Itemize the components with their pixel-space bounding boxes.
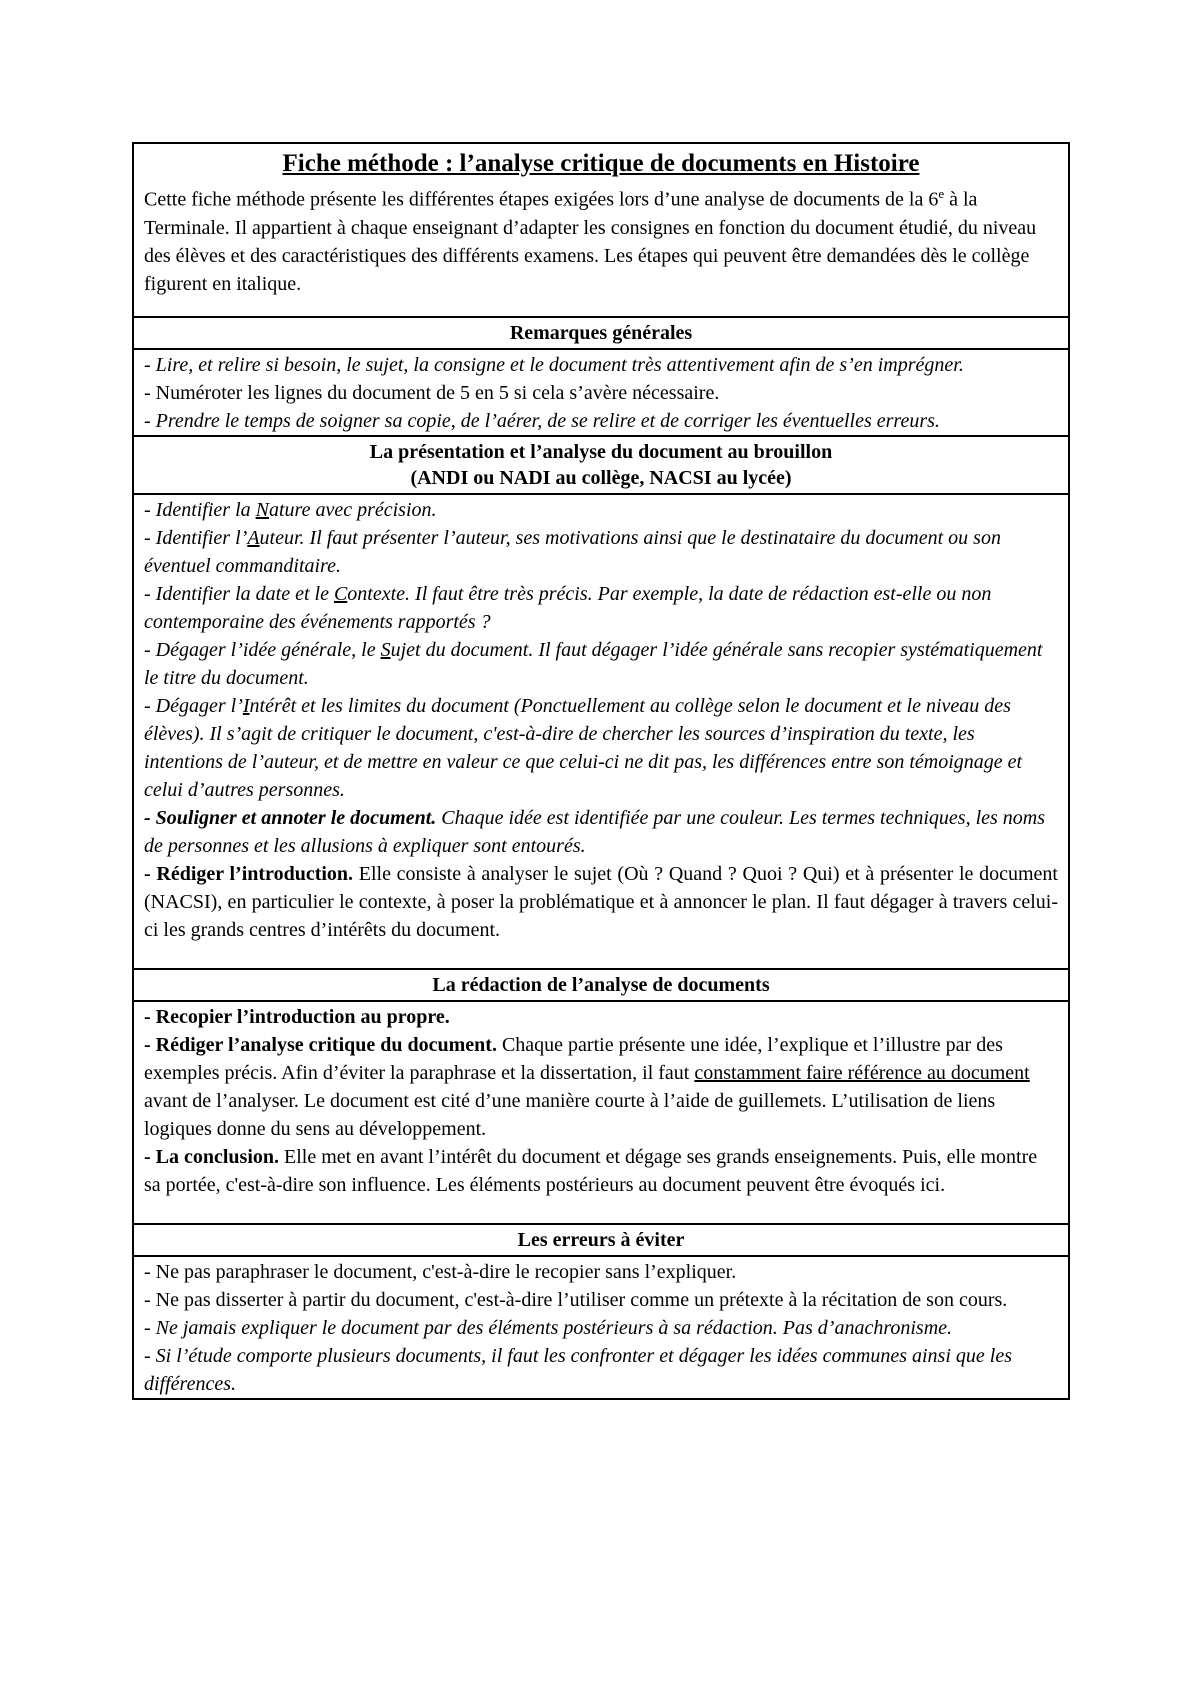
step-lead: - Rédiger l’analyse critique du document. bbox=[144, 1033, 497, 1056]
step-text: - Dégager l’idée générale, le bbox=[144, 638, 381, 661]
intro-text-b: à la Terminale. Il appartient à chaque enseignant d’adapter les consignes en fonction du document étudié, du niveau des élèves et des caractéristiques des différents examens. Les étapes qui peuvent être demandées dès le collège figurent en italique. bbox=[144, 188, 1037, 295]
step-text: - Identifier la bbox=[144, 498, 256, 521]
list-item: - Ne pas paraphraser le document, c'est-à-dire le recopier sans l’expliquer. bbox=[144, 1260, 737, 1283]
list-item: - Ne pas disserter à partir du document, c'est-à-dire l’utiliser comme un prétexte à la récitation de son cours. bbox=[144, 1288, 1008, 1311]
step-text: ontexte. Il faut être très précis. Par exemple, la date de rédaction est-elle ou non contemporaine des événements rapportés ? bbox=[144, 582, 992, 633]
acronym-letter: S bbox=[380, 638, 391, 661]
step-conclusion bbox=[144, 1143, 1058, 1199]
intro-text-a: Cette fiche méthode présente les différentes étapes exigées lors d’une analyse de documents de la 6 bbox=[144, 188, 939, 211]
intro-section bbox=[134, 144, 1068, 318]
step-text: uteur. Il faut présenter l’auteur, ses motivations ainsi que le destinataire du document ou son éventuel commanditaire. bbox=[144, 526, 1001, 577]
remarques-body bbox=[134, 350, 1068, 435]
intro-paragraph bbox=[144, 180, 1058, 298]
method-sheet bbox=[132, 142, 1070, 1400]
presentation-body bbox=[134, 495, 1068, 968]
acronym-letter: N bbox=[255, 498, 269, 521]
erreurs-heading: Les erreurs à éviter bbox=[134, 1225, 1068, 1257]
erreurs-body bbox=[134, 1257, 1068, 1398]
presentation-heading-line2: (ANDI ou NADI au collège, NACSI au lycée) bbox=[410, 466, 792, 489]
acronym-letter: C bbox=[333, 582, 348, 605]
redaction-section bbox=[134, 970, 1068, 1225]
step-text: - Identifier l’ bbox=[144, 526, 248, 549]
remarques-section bbox=[134, 318, 1068, 437]
erreurs-section bbox=[134, 1225, 1068, 1398]
step-sujet bbox=[144, 636, 1058, 692]
step-text: avant de l’analyser. Le document est cité d’une manière courte à l’aide de guillemets. L’utilisation de liens logiques donne du sens au développement. bbox=[144, 1089, 996, 1140]
step-text: - Dégager l’ bbox=[144, 694, 243, 717]
step-lead: - La conclusion. bbox=[144, 1145, 280, 1168]
intro-superscript: e bbox=[938, 186, 945, 201]
step-text: ujet du document. Il faut dégager l’idée générale sans recopier systématiquement le titre du document. bbox=[144, 638, 1043, 689]
step-auteur bbox=[144, 524, 1058, 580]
acronym-letter: I bbox=[242, 694, 250, 717]
presentation-heading-line1: La présentation et l’analyse du document au brouillon bbox=[369, 440, 833, 463]
step-analyse bbox=[144, 1031, 1058, 1143]
step-souligner bbox=[144, 804, 1058, 860]
step-text: Elle consiste à analyser le sujet (Où ? Quand ? Quoi ? Qui) et à présenter le document (NACSI), en particulier le contexte, à poser la problématique et à annoncer le plan. Il faut dégager à travers celui-ci les grands centres d’intérêts du document. bbox=[144, 862, 1058, 941]
step-text: Chaque idée est identifiée par une couleur. Les termes techniques, les noms de personnes et les allusions à expliquer sont entourés. bbox=[144, 806, 1046, 857]
step-text: - Identifier la date et le bbox=[144, 582, 334, 605]
redaction-heading: La rédaction de l’analyse de documents bbox=[134, 970, 1068, 1002]
step-lead: - Souligner et annoter le document. bbox=[144, 806, 437, 829]
step-nature bbox=[144, 496, 1058, 524]
list-item: - Lire, et relire si besoin, le sujet, la consigne et le document très attentivement afin de s’en imprégner. bbox=[144, 353, 964, 376]
list-item: - Si l’étude comporte plusieurs documents, il faut les confronter et dégager les idées communes ainsi que les différences. bbox=[144, 1344, 1012, 1395]
step-text: ntérêt et les limites du document (Ponctuellement au collège selon le document et le niveau des élèves). Il s’agit de critiquer le document, c'est-à-dire de chercher les sources d’inspiration du texte, les intentions de l’auteur, et de mettre en valeur ce que celui-ci ne dit pas, les différences entre son témoignage et celui d’autres personnes. bbox=[144, 694, 1023, 801]
remarques-heading: Remarques générales bbox=[134, 318, 1068, 350]
step-contexte bbox=[144, 580, 1058, 636]
page-title: Fiche méthode : l’analyse critique de documents en Histoire bbox=[282, 150, 920, 177]
step-text: ature avec précision. bbox=[268, 498, 437, 521]
acronym-letter: A bbox=[247, 526, 260, 549]
underlined-phrase: constamment faire référence au document bbox=[694, 1061, 1030, 1084]
list-item: - Numéroter les lignes du document de 5 en 5 si cela s’avère nécessaire. bbox=[144, 381, 720, 404]
step-introduction bbox=[144, 860, 1058, 944]
step-recopier: - Recopier l’introduction au propre. bbox=[144, 1005, 450, 1028]
step-text: Chaque partie présente une idée, l’explique et l’illustre par des exemples précis. Afin d’éviter la paraphrase et la dissertation, il faut bbox=[144, 1033, 1003, 1084]
step-interet bbox=[144, 692, 1058, 804]
list-item: - Ne jamais expliquer le document par des éléments postérieurs à sa rédaction. Pas d’anachronisme. bbox=[144, 1316, 953, 1339]
step-lead: - Rédiger l’introduction. bbox=[144, 862, 354, 885]
presentation-section bbox=[134, 437, 1068, 970]
presentation-heading bbox=[134, 437, 1068, 495]
list-item: - Prendre le temps de soigner sa copie, de l’aérer, de se relire et de corriger les éventuelles erreurs. bbox=[144, 409, 940, 432]
step-text: Elle met en avant l’intérêt du document et dégage ses grands enseignements. Puis, elle montre sa portée, c'est-à-dire son influence. Les éléments postérieurs au document peuvent être évoqués ici. bbox=[144, 1145, 1038, 1196]
redaction-body bbox=[134, 1002, 1068, 1223]
